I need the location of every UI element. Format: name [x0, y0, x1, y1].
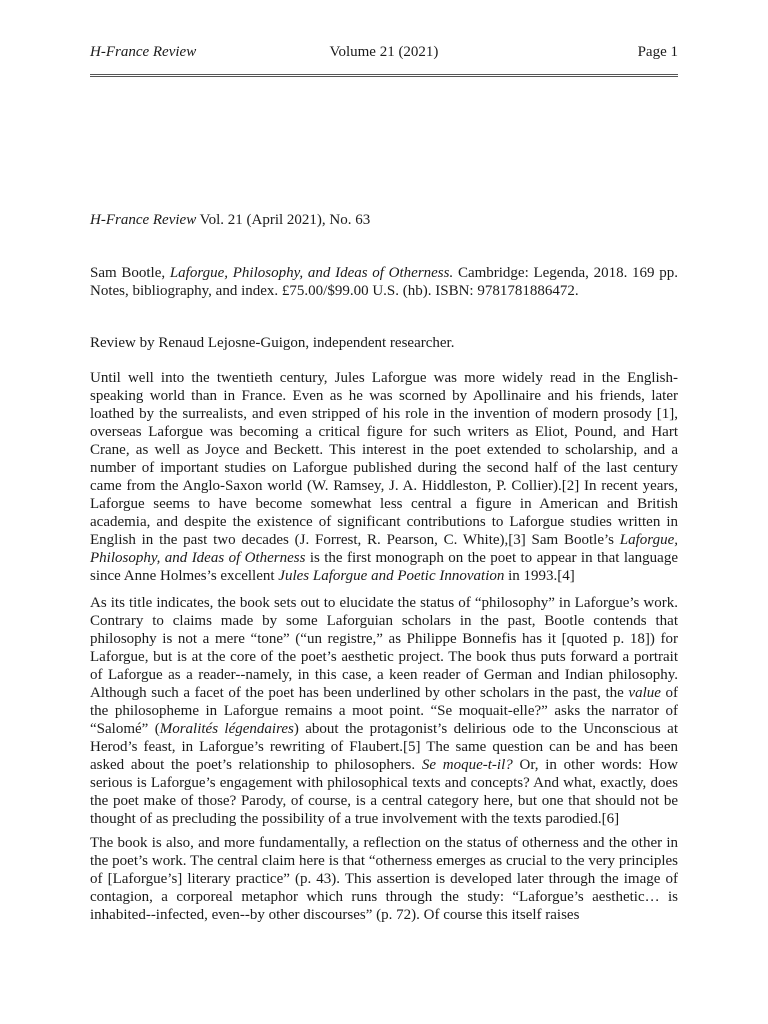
- header-page-number: Page 1: [637, 44, 678, 60]
- paragraph-text: is the first monograph on the poet to appear in that language since Anne Holmes’s excellent: [90, 550, 678, 584]
- review-citation: [90, 211, 678, 229]
- citation-journal: H-France Review: [90, 212, 197, 228]
- running-header: [90, 44, 678, 66]
- header-rule: [90, 74, 678, 77]
- italic-emphasis: value: [628, 685, 661, 701]
- italic-title: Jules Laforgue and Poetic Innovation: [278, 568, 505, 584]
- header-journal-title: H-France Review: [90, 44, 197, 60]
- body-paragraph-3: [90, 834, 678, 924]
- paragraph-text: of the philosopheme in Laforgue remains a moot point. “Se moquait-elle?” asks the narrator of “Salomé” (: [90, 685, 678, 737]
- paragraph-text: Until well into the twentieth century, Jules Laforgue was more widely read in the English-speaking world than in France. Even as he was scorned by Apollinaire and his friends, later loathed by the surrealists, and even stripped of his role in the invention of modern prosody [1], overseas Laforgue was becoming a critical figure for such writers as Eliot, Pound, and Hart Crane, as well as Joyce and Beckett. This interest in the poet extended to scholarship, and a number of important studies on Laforgue published during the second half of the last century came from the Anglo-Saxon world (W. Ramsey, J. A. Hiddleston, P. Collier).[2] In recent years, Laforgue seems to have become somewhat less central a figure in American and British academia, and despite the existence of significant contributions to Laforgue studies written in English in the past two decades (J. Forrest, R. Pearson, C. White),[3] Sam Bootle’s: [90, 370, 678, 548]
- paragraph-text: As its title indicates, the book sets out to elucidate the status of “philosophy” in Laforgue’s work. Contrary to claims made by some Laforguian scholars in the past, Bootle contends that philosophy is not a mere “tone” (“un registre,” as Philippe Bonnefis has it [quoted p. 18]) for Laforgue, but is at the core of the poet’s aesthetic project. The book thus puts forward a portrait of Laforgue as a reader--namely, in this case, a keen reader of German and Indian philosophy. Although such a facet of the poet has been underlined by other scholars in the past, the: [90, 595, 678, 701]
- book-author: Sam Bootle,: [90, 265, 170, 281]
- citation-details: Vol. 21 (April 2021), No. 63: [196, 212, 371, 228]
- document-page: [90, 0, 678, 1024]
- paragraph-text: The book is also, and more fundamentally, a reflection on the status of otherness and the other in the poet’s work. The central claim here is that “otherness emerges as crucial to the very principles of [Laforgue’s] literary practice” (p. 43). This assertion is developed later through the image of contagion, a corporeal metaphor which runs through the study: “Laforgue’s aesthetic… is inhabited--infected, even--by other discourses” (p. 72). Of course this itself raises: [90, 835, 678, 923]
- paragraph-text: Or, in other words: How serious is Laforgue’s engagement with philosophical texts and concepts? And what, exactly, does the poet make of those? Parody, of course, is a central category here, but one that should not be thought of as precluding the possibility of a true involvement with the texts parodied.[6]: [90, 757, 679, 827]
- book-title: Laforgue, Philosophy, and Ideas of Otherness.: [169, 265, 454, 281]
- body-paragraph-2: [90, 594, 678, 828]
- book-publication: Cambridge: Legenda, 2018. 169 pp. Notes, bibliography, and index. £75.00/$99.00 U.S. (hb). ISBN: 9781781886472.: [90, 265, 678, 299]
- paragraph-text: ) about the protagonist’s delirious ode to the Unconscious at Herod’s feast, in Laforgue’s rewriting of Flaubert.[5] The same question can be and has been asked about the poet’s relationship to philosophers.: [90, 721, 678, 773]
- paragraph-text: in 1993.[4]: [504, 568, 575, 584]
- body-paragraph-1: [90, 369, 678, 585]
- italic-title: Laforgue, Philosophy, and Ideas of Otherness: [90, 532, 678, 566]
- book-bibliography: [90, 264, 678, 300]
- italic-emphasis: Se moque-t-il?: [421, 757, 513, 773]
- reviewer-line: Review by Renaud Lejosne-Guigon, independent researcher.: [90, 335, 455, 351]
- header-volume: Volume 21 (2021): [329, 44, 439, 60]
- italic-title: Moralités légendaires: [159, 721, 294, 737]
